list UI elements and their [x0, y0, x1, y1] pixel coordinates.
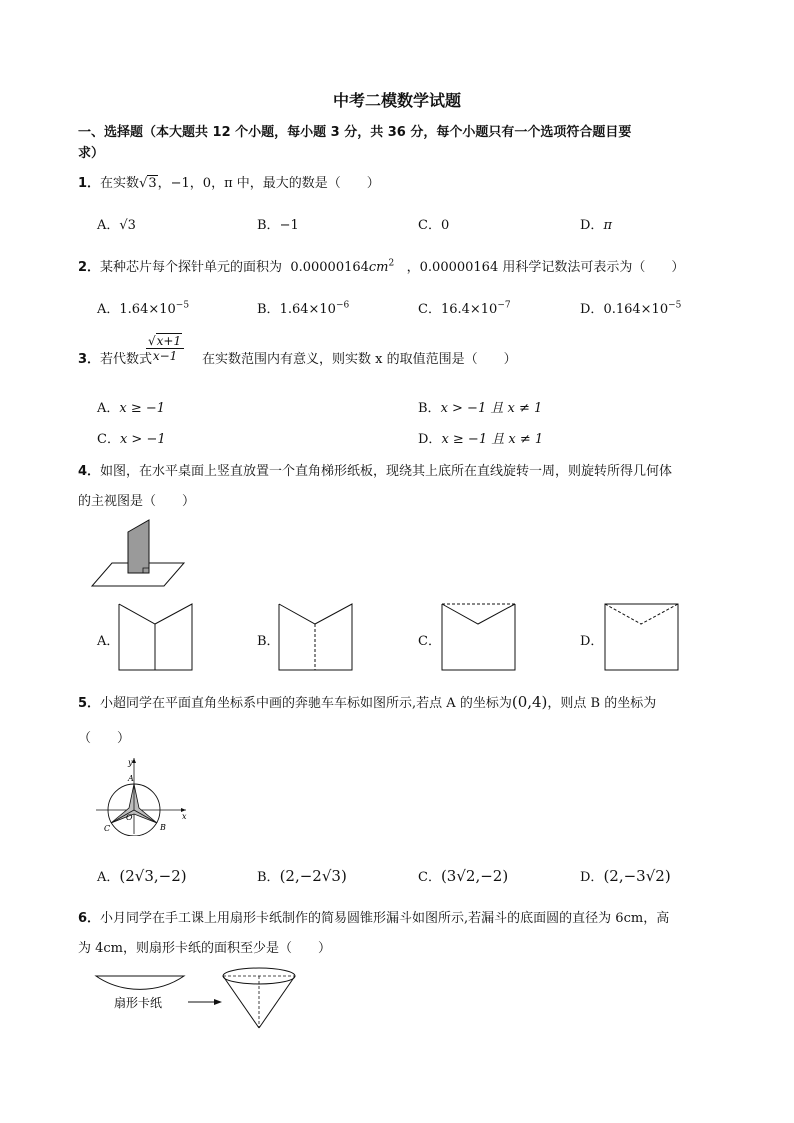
q1-option-c[interactable] — [418, 214, 449, 233]
question-text-cont: ，则点 B 的坐标为 — [547, 696, 657, 711]
q4-option-a-figure[interactable] — [118, 603, 194, 671]
question-6-cont: 为 4cm，则扇形卡纸的面积至少是（ ） — [78, 941, 332, 956]
question-4-cont: 的主视图是（ ） — [78, 494, 196, 509]
option-value: 0.164×10 — [603, 302, 669, 317]
option-value: (3√2,−2) — [440, 867, 509, 885]
fraction-numerator: √x+1 — [146, 334, 184, 349]
option-value: 16.4×10 — [440, 302, 498, 317]
option-value: (2,−3√2) — [603, 867, 671, 885]
q2-option-d[interactable] — [580, 298, 681, 317]
option-value: √3 — [119, 218, 136, 233]
option-value: x ≥ −1 — [119, 401, 166, 416]
option-label: C． — [418, 302, 441, 317]
fraction — [146, 334, 184, 363]
option-label: C． — [418, 218, 441, 233]
unit: cm — [368, 260, 389, 275]
option-label: D． — [418, 432, 442, 447]
x-axis-label: x — [182, 812, 187, 821]
question-3-cont: 在实数范围内有意义，则实数 x 的取值范围是（ ） — [202, 352, 517, 367]
question-number: 3． — [78, 352, 101, 367]
question-6 — [78, 907, 669, 926]
q5-option-b[interactable] — [257, 866, 347, 885]
option-label: B． — [257, 302, 280, 317]
q1-option-a[interactable] — [97, 214, 136, 233]
option-label: A． — [97, 218, 120, 233]
question-1 — [78, 172, 380, 191]
question-text: 小超同学在平面直角坐标系中画的奔驰车车标如图所示,若点 A 的坐标为 — [100, 696, 512, 711]
question-2 — [78, 256, 684, 275]
point-b-label: B — [160, 823, 166, 832]
page-title: 中考二模数学试题 — [332, 91, 461, 110]
q4-option-d-label[interactable]: D． — [580, 634, 604, 649]
sector-card-label: 扇形卡纸 — [114, 996, 163, 1010]
q4-option-c-figure[interactable] — [441, 603, 517, 671]
question-text: 如图，在水平桌面上竖直放置一个直角梯形纸板，现绕其上底所在直线旋转一周，则旋转所得几何体 — [100, 464, 673, 479]
q2-option-b[interactable] — [257, 298, 349, 317]
question-text: 小月同学在手工课上用扇形卡纸制作的简易圆锥形漏斗如图所示,若漏斗的底面圆的直径为 6cm，高 — [100, 911, 670, 926]
q3-option-b[interactable] — [418, 397, 542, 416]
q5-option-a[interactable] — [97, 866, 187, 885]
q5-option-c[interactable] — [418, 866, 508, 885]
point-a-label: A — [128, 774, 134, 783]
q4-option-d-figure[interactable] — [604, 603, 680, 671]
option-value: 1.64×10 — [279, 302, 336, 317]
q3-option-a[interactable] — [97, 397, 165, 416]
question-number: 6． — [78, 911, 101, 926]
option-exponent: −5 — [175, 300, 190, 311]
option-label: C． — [97, 432, 120, 447]
question-number: 2． — [78, 260, 101, 275]
unit-exponent: 2 — [388, 258, 395, 269]
q4-option-b-figure[interactable] — [278, 603, 354, 671]
section-heading-cont: 求） — [78, 146, 105, 161]
option-value: x ≥ −1 且 x ≠ 1 — [441, 432, 544, 447]
fraction-denominator: x−1 — [152, 349, 178, 363]
trapezoid-board — [128, 520, 149, 573]
option-value: (2√3,−2) — [119, 867, 187, 885]
option-value: 1.64×10 — [119, 302, 176, 317]
question-text-cont: ，0.00000164 用科学记数法可表示为（ ） — [406, 260, 685, 275]
option-label: A． — [97, 302, 120, 317]
option-label: A． — [97, 401, 120, 416]
trapezoid-board-figure — [88, 518, 188, 590]
point-a-coordinate: (0,4) — [511, 693, 548, 711]
option-label: B． — [257, 218, 280, 233]
radicand: x+1 — [156, 334, 182, 348]
point-c-label: C — [104, 824, 111, 833]
sqrt-3: √3 — [139, 176, 157, 191]
option-label: B． — [257, 870, 280, 885]
q3-option-c[interactable] — [97, 428, 166, 447]
option-value: x > −1 且 x ≠ 1 — [440, 401, 543, 416]
question-number: 5． — [78, 696, 101, 711]
question-number: 1． — [78, 176, 101, 191]
option-label: A． — [97, 870, 120, 885]
q4-option-c-label[interactable]: C． — [418, 634, 441, 649]
question-number: 4． — [78, 464, 101, 479]
option-label: B． — [418, 401, 441, 416]
question-text: 若代数式 — [100, 352, 153, 367]
option-value: x > −1 — [119, 432, 166, 447]
benz-logo-figure — [94, 756, 194, 836]
q4-option-a-label[interactable]: A． — [97, 634, 120, 649]
section-heading: 一、选择题（本大题共 12 个小题，每小题 3 分，共 36 分，每个小题只有一个选项符合题目要 — [78, 125, 632, 140]
origin-label: O — [126, 813, 133, 822]
q2-option-c[interactable] — [418, 298, 511, 317]
option-label: D． — [580, 218, 604, 233]
y-axis-label: y — [128, 758, 133, 767]
option-exponent: −5 — [668, 300, 682, 311]
question-3 — [78, 348, 152, 367]
option-label: D． — [580, 302, 604, 317]
option-value: 0 — [440, 218, 450, 233]
q1-option-d[interactable] — [580, 214, 612, 233]
q3-option-d[interactable] — [418, 428, 543, 447]
question-text: 某种芯片每个探针单元的面积为 — [100, 260, 283, 275]
sector-card — [96, 976, 184, 989]
option-value: (2,−2√3) — [279, 867, 347, 885]
option-label: C． — [418, 870, 441, 885]
value: 0.00000164 — [290, 260, 369, 275]
q4-option-b-label[interactable]: B． — [257, 634, 280, 649]
funnel-figure — [92, 962, 332, 1034]
question-5 — [78, 692, 656, 711]
question-5-cont: （ ） — [78, 731, 131, 746]
q5-option-d[interactable] — [580, 866, 671, 885]
option-value: π — [603, 218, 612, 233]
option-label: D． — [580, 870, 604, 885]
q1-option-b[interactable] — [257, 214, 299, 233]
option-exponent: −7 — [497, 300, 511, 311]
option-exponent: −6 — [335, 300, 350, 311]
question-text: 在实数 — [100, 176, 140, 191]
option-value: −1 — [279, 218, 299, 233]
question-text-cont: ，−1，0，π 中，最大的数是（ ） — [157, 176, 380, 191]
question-4 — [78, 460, 672, 479]
q2-option-a[interactable] — [97, 298, 189, 317]
